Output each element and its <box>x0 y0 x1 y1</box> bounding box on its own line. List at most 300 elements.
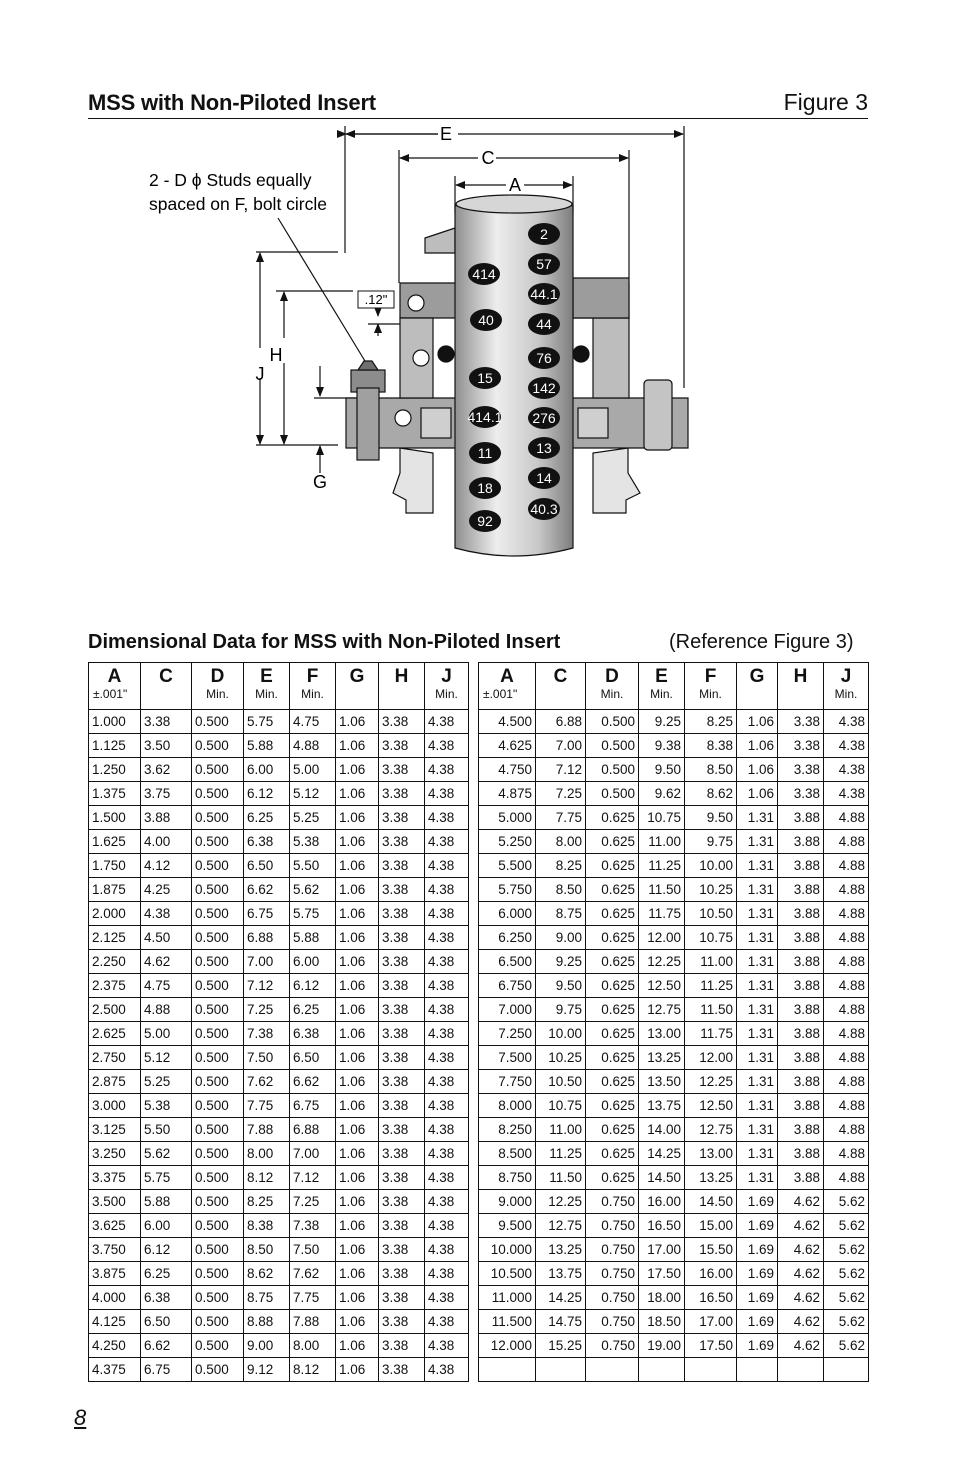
table-cell: 13.75 <box>639 1094 685 1118</box>
table-cell: 5.250 <box>479 830 536 854</box>
table-cell: 5.75 <box>244 710 290 734</box>
table-cell: 5.62 <box>824 1310 869 1334</box>
table-cell: 4.88 <box>824 878 869 902</box>
table-cell: 4.38 <box>425 1334 469 1358</box>
table-cell: 14.50 <box>639 1166 685 1190</box>
table-row <box>89 878 469 902</box>
table-cell: 7.12 <box>536 758 586 782</box>
table-row <box>89 1046 469 1070</box>
table-cell: 0.625 <box>586 830 639 854</box>
table-cell: 6.50 <box>290 1046 336 1070</box>
table-cell: 4.62 <box>778 1214 824 1238</box>
table-cell: 3.38 <box>778 782 824 806</box>
figure-number: Figure 3 <box>783 89 868 115</box>
part-callout <box>469 367 501 389</box>
table-cell: 8.00 <box>244 1142 290 1166</box>
table-cell: 8.88 <box>244 1310 290 1334</box>
table-cell: 4.00 <box>141 830 192 854</box>
table-cell: 7.25 <box>290 1190 336 1214</box>
table-cell: 0.625 <box>586 854 639 878</box>
table-cell: 3.625 <box>89 1214 141 1238</box>
header-d <box>586 663 639 710</box>
table-cell: 4.75 <box>290 710 336 734</box>
table-cell: 14.00 <box>639 1118 685 1142</box>
table-cell: 4.38 <box>425 974 469 998</box>
table-cell: 10.75 <box>685 926 737 950</box>
table-cell: 1.625 <box>89 830 141 854</box>
table-cell: 8.75 <box>244 1286 290 1310</box>
table-row <box>89 1070 469 1094</box>
table-cell: 4.88 <box>824 806 869 830</box>
header-label: J <box>840 666 852 687</box>
table-cell: 8.62 <box>685 782 737 806</box>
table-cell: 5.50 <box>141 1118 192 1142</box>
table-cell: 8.000 <box>479 1094 536 1118</box>
table-cell: 0.500 <box>586 758 639 782</box>
table-cell: 12.00 <box>639 926 685 950</box>
table-cell: 9.00 <box>244 1334 290 1358</box>
table-cell <box>824 1358 869 1382</box>
part-callout <box>528 283 560 305</box>
table-cell: 17.00 <box>685 1310 737 1334</box>
table-cell: 8.38 <box>685 734 737 758</box>
table-cell: 1.69 <box>737 1214 778 1238</box>
table-title: Dimensional Data for MSS with Non-Piloted Insert <box>88 631 561 653</box>
table-cell: 5.750 <box>479 878 536 902</box>
table-cell: 3.38 <box>379 926 425 950</box>
table-row <box>479 1190 869 1214</box>
table-row <box>89 1310 469 1334</box>
header-label: E <box>655 666 668 687</box>
table-row <box>89 1334 469 1358</box>
table-cell: 1.500 <box>89 806 141 830</box>
table-cell: 4.75 <box>141 974 192 998</box>
table-cell: 1.06 <box>336 926 379 950</box>
header-label: C <box>553 666 568 687</box>
table-cell: 4.38 <box>425 1166 469 1190</box>
header-sublabel: Min. <box>301 687 324 701</box>
table-cell: 4.88 <box>824 1118 869 1142</box>
part-callout <box>467 406 502 428</box>
dim-label-g: G <box>312 472 328 492</box>
part-callout <box>528 223 560 245</box>
table-cell: 7.75 <box>244 1094 290 1118</box>
table-cell: 1.31 <box>737 926 778 950</box>
header-f <box>290 663 336 710</box>
table-cell: 0.625 <box>586 998 639 1022</box>
table-cell: 4.500 <box>479 710 536 734</box>
table-cell: 1.31 <box>737 1046 778 1070</box>
table-row <box>89 1286 469 1310</box>
table-cell: 0.625 <box>586 1118 639 1142</box>
table-cell: 6.88 <box>244 926 290 950</box>
part-callout-label: 11 <box>477 445 493 461</box>
table-cell: 1.31 <box>737 830 778 854</box>
table-cell: 1.06 <box>336 1286 379 1310</box>
table-cell: 5.00 <box>290 758 336 782</box>
table-cell: 1.31 <box>737 1166 778 1190</box>
table-cell: 13.00 <box>685 1142 737 1166</box>
table-cell: 3.38 <box>778 710 824 734</box>
table-cell: 4.12 <box>141 854 192 878</box>
table-cell: 6.50 <box>141 1310 192 1334</box>
table-cell: 5.62 <box>824 1190 869 1214</box>
table-cell: 1.06 <box>336 782 379 806</box>
table-row <box>89 1166 469 1190</box>
header-sublabel: Min. <box>435 687 458 701</box>
table-cell: 6.00 <box>244 758 290 782</box>
header-label: D <box>605 666 619 687</box>
part-callout <box>528 313 560 335</box>
dim-label-a: A <box>508 175 522 195</box>
table-row <box>89 1094 469 1118</box>
table-cell: 0.500 <box>192 1142 244 1166</box>
table-cell: 4.38 <box>425 1118 469 1142</box>
table-cell: 0.750 <box>586 1334 639 1358</box>
table-cell: 9.000 <box>479 1190 536 1214</box>
part-callout-label: 57 <box>536 256 552 272</box>
table-cell: 1.06 <box>336 806 379 830</box>
table-cell: 6.75 <box>244 902 290 926</box>
table-cell: 5.75 <box>141 1166 192 1190</box>
table-cell: 0.500 <box>192 806 244 830</box>
table-row <box>89 1142 469 1166</box>
header-label: C <box>159 666 173 687</box>
table-cell: 7.75 <box>536 806 586 830</box>
header-sublabel: Min. <box>650 687 673 701</box>
table-cell: 2.500 <box>89 998 141 1022</box>
table-cell: 4.88 <box>824 830 869 854</box>
table-cell: 4.88 <box>824 950 869 974</box>
table-cell: 4.000 <box>89 1286 141 1310</box>
table-cell: 4.38 <box>425 1070 469 1094</box>
table-cell: 4.375 <box>89 1358 141 1382</box>
figure-header <box>88 86 868 119</box>
table-cell: 3.750 <box>89 1238 141 1262</box>
table-cell: 2.250 <box>89 950 141 974</box>
table-row <box>479 1262 869 1286</box>
table-cell: 0.750 <box>586 1238 639 1262</box>
table-cell: 1.06 <box>336 1118 379 1142</box>
seal-cross-section-diagram <box>88 118 868 578</box>
table-cell: 1.31 <box>737 1022 778 1046</box>
table-cell: 9.00 <box>536 926 586 950</box>
table-cell: 3.62 <box>141 758 192 782</box>
table-cell: 16.50 <box>639 1214 685 1238</box>
table-cell: 6.38 <box>290 1022 336 1046</box>
table-cell: 0.625 <box>586 806 639 830</box>
table-cell: 3.88 <box>778 998 824 1022</box>
table-cell <box>479 1358 536 1382</box>
table-cell: 2.125 <box>89 926 141 950</box>
table-cell: 3.88 <box>778 830 824 854</box>
header-sublabel: ±.001" <box>483 687 518 701</box>
table-row <box>89 1190 469 1214</box>
table-cell: 10.50 <box>685 902 737 926</box>
table-cell: 4.38 <box>425 1022 469 1046</box>
table-cell: 5.62 <box>824 1286 869 1310</box>
table-cell: 0.500 <box>192 926 244 950</box>
table-cell: 11.00 <box>639 830 685 854</box>
table-cell: 5.88 <box>244 734 290 758</box>
table-cell: 6.38 <box>244 830 290 854</box>
table-cell: 11.500 <box>479 1310 536 1334</box>
table-cell: 9.62 <box>639 782 685 806</box>
table-cell: 8.38 <box>244 1214 290 1238</box>
table-cell: 0.500 <box>192 998 244 1022</box>
table-cell: 3.38 <box>379 902 425 926</box>
table-reference: (Reference Figure 3) <box>669 631 854 653</box>
table-cell: 0.625 <box>586 974 639 998</box>
table-row <box>89 1118 469 1142</box>
table-cell: 5.12 <box>141 1046 192 1070</box>
table-cell: 1.06 <box>336 1334 379 1358</box>
table-row <box>479 1022 869 1046</box>
table-cell: 3.38 <box>379 1022 425 1046</box>
table-cell: 3.38 <box>379 734 425 758</box>
header-j <box>425 663 469 710</box>
table-cell: 3.88 <box>778 1118 824 1142</box>
table-cell: 4.38 <box>425 1358 469 1382</box>
table-cell: 9.38 <box>639 734 685 758</box>
table-cell: 7.50 <box>290 1238 336 1262</box>
part-callout-label: 40 <box>478 312 494 328</box>
table-cell: 6.25 <box>244 806 290 830</box>
table-cell: 3.88 <box>778 950 824 974</box>
table-cell: 1.06 <box>336 902 379 926</box>
dimension-table-right <box>478 662 869 1382</box>
table-cell: 1.31 <box>737 902 778 926</box>
table-cell: 1.06 <box>336 974 379 998</box>
table-cell: 0.500 <box>192 1070 244 1094</box>
table-cell: 3.88 <box>778 854 824 878</box>
table-cell: 5.38 <box>290 830 336 854</box>
table-cell: 1.250 <box>89 758 141 782</box>
table-cell: 4.38 <box>425 1262 469 1286</box>
table-cell: 5.500 <box>479 854 536 878</box>
table-cell: 4.38 <box>425 806 469 830</box>
table-row <box>89 782 469 806</box>
header-label: G <box>349 666 365 687</box>
table-cell: 19.00 <box>639 1334 685 1358</box>
table-cell: 2.375 <box>89 974 141 998</box>
table-cell: 3.88 <box>778 974 824 998</box>
table-cell: 4.62 <box>778 1190 824 1214</box>
table-cell: 3.38 <box>379 974 425 998</box>
dim-label-c: C <box>481 148 495 168</box>
part-callout-label: 142 <box>532 380 556 396</box>
table-cell: 0.500 <box>586 710 639 734</box>
table-cell: 6.38 <box>141 1286 192 1310</box>
table-cell: 1.06 <box>336 854 379 878</box>
table-cell: 4.62 <box>778 1310 824 1334</box>
table-cell: 8.50 <box>536 878 586 902</box>
table-cell: 8.25 <box>685 710 737 734</box>
table-cell: 4.125 <box>89 1310 141 1334</box>
header-sublabel: Min. <box>699 687 722 701</box>
header-a <box>479 663 536 710</box>
table-cell: 3.38 <box>379 1142 425 1166</box>
part-callout <box>528 437 560 459</box>
table-cell: 0.625 <box>586 1046 639 1070</box>
table-cell: 0.500 <box>192 1214 244 1238</box>
table-cell: 4.38 <box>425 758 469 782</box>
table-cell: 2.875 <box>89 1070 141 1094</box>
table-cell: 3.38 <box>379 1070 425 1094</box>
table-cell: 7.00 <box>244 950 290 974</box>
table-cell: 3.38 <box>379 1166 425 1190</box>
table-cell: 13.50 <box>639 1070 685 1094</box>
table-cell: 5.25 <box>290 806 336 830</box>
table-row <box>479 1166 869 1190</box>
table-cell: 13.25 <box>639 1046 685 1070</box>
table-cell: 4.38 <box>824 734 869 758</box>
part-callout-label: 76 <box>536 350 552 366</box>
table-cell: 4.38 <box>425 734 469 758</box>
table-cell: 6.62 <box>141 1334 192 1358</box>
part-callout <box>528 467 560 489</box>
table-cell: 3.50 <box>141 734 192 758</box>
studs-note-line-1: 2 - D ϕ Studs equally <box>149 170 312 190</box>
table-cell: 0.500 <box>192 1118 244 1142</box>
table-cell: 0.625 <box>586 1166 639 1190</box>
table-row <box>479 974 869 998</box>
part-callout-label: 44 <box>536 316 552 332</box>
table-cell: 9.25 <box>639 710 685 734</box>
part-callout <box>528 347 560 369</box>
table-row <box>479 758 869 782</box>
table-cell <box>685 1358 737 1382</box>
table-row <box>479 950 869 974</box>
header-e <box>244 663 290 710</box>
table-cell: 4.88 <box>824 1022 869 1046</box>
table-cell: 13.25 <box>536 1238 586 1262</box>
table-cell: 1.06 <box>336 1046 379 1070</box>
table-cell: 4.62 <box>778 1238 824 1262</box>
table-cell: 0.625 <box>586 1142 639 1166</box>
table-cell: 3.38 <box>778 734 824 758</box>
table-cell: 0.500 <box>192 1286 244 1310</box>
table-row <box>479 782 869 806</box>
header-label: H <box>793 666 808 687</box>
table-cell: 8.25 <box>536 854 586 878</box>
table-cell: 1.06 <box>336 1190 379 1214</box>
table-cell: 0.625 <box>586 902 639 926</box>
table-cell: 17.50 <box>639 1262 685 1286</box>
table-cell: 1.750 <box>89 854 141 878</box>
table-row <box>479 878 869 902</box>
table-cell: 12.75 <box>685 1118 737 1142</box>
table-cell: 3.38 <box>379 1190 425 1214</box>
table-cell: 12.50 <box>685 1094 737 1118</box>
table-cell: 0.500 <box>192 902 244 926</box>
table-cell: 3.38 <box>379 758 425 782</box>
dim-label-e: E <box>439 124 453 144</box>
table-row <box>479 1094 869 1118</box>
table-cell: 8.62 <box>244 1262 290 1286</box>
table-cell: 4.88 <box>824 998 869 1022</box>
table-cell: 1.06 <box>336 758 379 782</box>
table-cell: 0.500 <box>192 710 244 734</box>
table-cell: 17.50 <box>685 1334 737 1358</box>
table-cell: 3.38 <box>778 758 824 782</box>
header-c <box>536 663 586 710</box>
part-callout-label: 14 <box>536 470 552 486</box>
table-cell: 5.00 <box>141 1022 192 1046</box>
table-cell: 1.06 <box>336 1238 379 1262</box>
table-cell: 1.69 <box>737 1286 778 1310</box>
header-label: D <box>210 666 225 687</box>
table-cell: 6.250 <box>479 926 536 950</box>
table-cell: 10.00 <box>536 1022 586 1046</box>
table-cell: 16.50 <box>685 1286 737 1310</box>
table-cell: 7.38 <box>290 1214 336 1238</box>
table-cell: 13.25 <box>685 1166 737 1190</box>
part-callout-label: 44.1 <box>530 286 558 302</box>
table-row <box>89 1238 469 1262</box>
table-cell: 3.38 <box>379 854 425 878</box>
table-cell: 16.00 <box>685 1262 737 1286</box>
table-row <box>479 1070 869 1094</box>
table-cell: 3.38 <box>379 830 425 854</box>
dim-label-j: J <box>255 364 265 384</box>
table-cell: 12.00 <box>685 1046 737 1070</box>
header-c <box>141 663 192 710</box>
header-a <box>89 663 141 710</box>
table-cell: 4.88 <box>824 854 869 878</box>
table-cell: 0.500 <box>586 734 639 758</box>
table-cell: 3.38 <box>379 710 425 734</box>
table-cell: 3.38 <box>379 1262 425 1286</box>
table-cell: 10.00 <box>685 854 737 878</box>
table-cell: 9.25 <box>536 950 586 974</box>
table-cell: 1.125 <box>89 734 141 758</box>
table-cell: 1.69 <box>737 1238 778 1262</box>
table-cell: 3.38 <box>379 1094 425 1118</box>
table-cell: 14.50 <box>685 1190 737 1214</box>
part-callout-label: 2 <box>540 226 548 242</box>
table-cell: 3.88 <box>778 1094 824 1118</box>
header-j <box>824 663 869 710</box>
header-sublabel: Min. <box>255 687 278 701</box>
table-cell: 3.88 <box>778 1046 824 1070</box>
table-cell: 6.50 <box>244 854 290 878</box>
table-cell: 8.00 <box>290 1334 336 1358</box>
table-cell: 0.500 <box>192 878 244 902</box>
part-callout-label: 15 <box>477 370 493 386</box>
table-cell: 4.38 <box>425 710 469 734</box>
table-cell: 3.38 <box>379 1310 425 1334</box>
table-cell: 12.75 <box>536 1214 586 1238</box>
table-cell: 10.500 <box>479 1262 536 1286</box>
table-cell: 4.88 <box>824 1094 869 1118</box>
table-cell: 16.00 <box>639 1190 685 1214</box>
table-cell: 8.250 <box>479 1118 536 1142</box>
table-cell: 1.06 <box>336 734 379 758</box>
part-callout <box>528 407 560 429</box>
table-cell: 7.38 <box>244 1022 290 1046</box>
table-cell: 8.00 <box>536 830 586 854</box>
table-cell: 1.06 <box>336 1214 379 1238</box>
table-cell: 4.38 <box>425 926 469 950</box>
table-cell: 3.250 <box>89 1142 141 1166</box>
table-cell: 0.500 <box>192 1358 244 1382</box>
table-cell: 0.500 <box>192 1046 244 1070</box>
table-row <box>479 1214 869 1238</box>
table-cell: 10.25 <box>685 878 737 902</box>
table-cell: 9.50 <box>685 806 737 830</box>
table-cell: 4.38 <box>425 1286 469 1310</box>
